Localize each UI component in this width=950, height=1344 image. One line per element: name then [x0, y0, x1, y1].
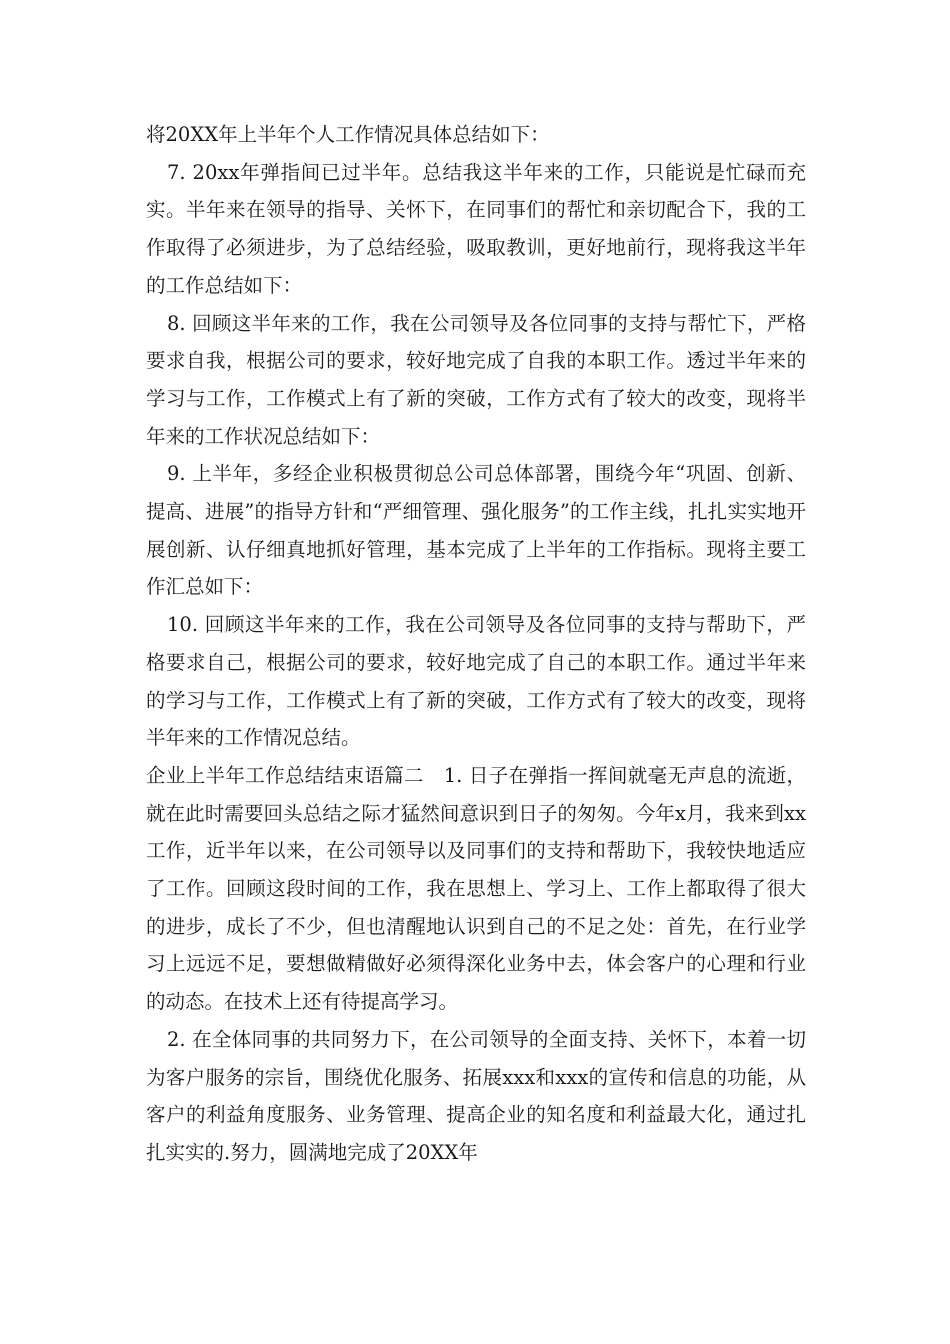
paragraph-intro: 将20XX年上半年个人工作情况具体总结如下： — [146, 123, 550, 146]
paragraph-section-two-item-2: 2. 在全体同事的共同努力下，在公司领导的全面支持、关怀下，本着一切为客户服务的宗旨，围绕优化服务、拓展xxx和xxx的宣传和信息的功能，从客户的利益角度服务、业务管理、提高企业的知名度和利益最大化，通过扎扎实实的.努力，圆满地完成了20XX年 — [146, 1027, 806, 1164]
paragraph-item-7: 7. 20xx年弹指间已过半年。总结我这半年来的工作，只能说是忙碌而充实。半年来在领导的指导、关怀下，在同事们的帮忙和亲切配合下，我的工作取得了必须进步，为了总结经验，吸取教训，更好地前行，现将我这半年的工作总结如下： — [146, 160, 806, 297]
paragraph-section-two-item-1: 企业上半年工作总结结束语篇二 1. 日子在弹指一挥间就毫无声息的流逝，就在此时需要回头总结之际才猛然间意识到日子的匆匆。今年x月，我来到xx工作，近半年以来，在公司领导以及同事们的支持和帮助下，我较快地适应了工作。回顾这段时间的工作，我在思想上、学习上、工作上都取得了很大的进步，成长了不少，但也清醒地认识到自己的不足之处：首先，在行业学习上远远不足，要想做精做好必须得深化业务中去，体会客户的心理和行业的动态。在技术上还有待提高学习。 — [146, 763, 806, 1014]
document-body — [146, 116, 806, 1172]
paragraph-item-8: 8. 回顾这半年来的工作，我在公司领导及各位同事的支持与帮忙下，严格要求自我，根据公司的要求，较好地完成了自我的本职工作。透过半年来的学习与工作，工作模式上有了新的突破，工作方式有了较大的改变，现将半年来的工作状况总结如下： — [146, 311, 806, 448]
paragraph-item-10: 10. 回顾这半年来的工作，我在公司领导及各位同事的支持与帮助下，严格要求自己，根据公司的要求，较好地完成了自己的本职工作。通过半年来的学习与工作，工作模式上有了新的突破，工作方式有了较大的改变，现将半年来的工作情况总结。 — [146, 613, 806, 750]
paragraph-item-9: 9. 上半年，多经企业积极贯彻总公司总体部署，围绕今年“巩固、创新、提高、进展”的指导方针和“严细管理、强化服务”的工作主线，扎扎实实地开展创新、认仔细真地抓好管理，基本完成了上半年的工作指标。现将主要工作汇总如下： — [146, 462, 806, 599]
